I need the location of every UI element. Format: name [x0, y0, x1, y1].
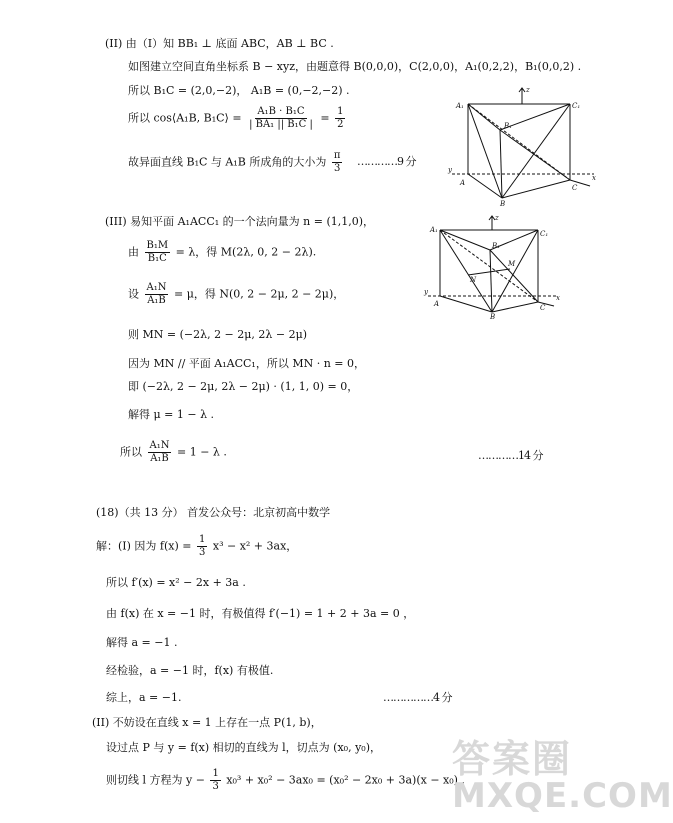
fig2-label-x: x — [556, 294, 560, 302]
fig1-label-z: z — [526, 86, 530, 94]
tangent-numerator: 1 — [212, 768, 219, 779]
figure-prism-2 — [424, 212, 564, 320]
so-text: 所以 — [120, 445, 142, 459]
angle-text: 故异面直线 B₁C 与 A₁B 所成角的大小为 — [128, 155, 327, 169]
lambda-fraction — [145, 240, 171, 265]
score-4: ……………4 分 — [383, 691, 452, 704]
part3-line3 — [128, 282, 344, 307]
part3-line2 — [128, 240, 316, 265]
part2-line5 — [128, 150, 344, 175]
tangent-fraction — [210, 768, 220, 793]
ratio-numerator: A₁N — [149, 440, 170, 451]
fig1-label-c1: C₁ — [572, 102, 581, 110]
mu-numerator: A₁N — [146, 282, 167, 293]
fig2-label-c1: C₁ — [540, 230, 549, 238]
third-denominator: 3 — [199, 547, 206, 558]
ratio-result: = 1 − λ . — [176, 445, 227, 459]
mu-fraction — [145, 282, 169, 307]
fx-def-text: 解：(I) 因为 f(x) = — [96, 539, 192, 553]
by-text: 由 — [128, 245, 139, 259]
q18-line4: 解得 a = −1 . — [106, 636, 178, 649]
q18-line3: 由 f(x) 在 x = −1 时，有极值得 f′(−1) = 1 + 2 + 3a = 0 ， — [106, 607, 415, 620]
part3-line8 — [120, 440, 227, 465]
part3-line7: 解得 μ = 1 − λ . — [128, 408, 215, 421]
fig2-label-z: z — [495, 214, 499, 222]
fig2-label-n: N — [470, 276, 477, 284]
figure-prism-1 — [444, 82, 604, 207]
fig2-label-b: B — [490, 313, 496, 321]
part3-line4: 则 MN = (−2λ, 2 − 2μ, 2λ − 2μ) — [128, 328, 308, 341]
part2-line4 — [128, 106, 347, 131]
fig2-label-y: y — [424, 288, 428, 296]
n-point-text: = μ，得 N(0, 2 − 2μ, 2 − 2μ)， — [173, 287, 345, 301]
third-numerator: 1 — [199, 534, 206, 545]
pi-denominator: 3 — [333, 163, 341, 174]
pi-fraction — [332, 150, 343, 175]
watermark-top: 答案圈 — [452, 737, 573, 781]
watermark-bottom: MXQE.COM — [452, 776, 673, 816]
half-numerator: 1 — [337, 106, 344, 117]
fig1-label-y: y — [448, 166, 452, 174]
third-fraction — [197, 534, 207, 559]
fig2-label-a1: A₁ — [430, 226, 438, 234]
fig1-label-b1: B₁ — [504, 122, 512, 130]
part3-line6: 即 (−2λ, 2 − 2μ, 2λ − 2μ) · (1, 1, 0) = 0， — [128, 380, 359, 393]
fig1-label-x: x — [592, 174, 596, 182]
q18-line5: 经检验，a = −1 时，f(x) 有极值. — [106, 664, 274, 677]
q18-line6: 综上，a = −1. — [106, 691, 182, 704]
fig2-label-c: C — [540, 304, 546, 312]
part2-line3: 所以 B₁C = (2,0,−2)， A₁B = (0,−2,−2) . — [128, 84, 350, 97]
fig1-label-a1: A₁ — [456, 102, 464, 110]
part3-line5: 因为 MN // 平面 A₁ACC₁，所以 MN · n = 0， — [128, 357, 365, 370]
q18-line2: 所以 f′(x) = x² − 2x + 3a . — [106, 576, 246, 589]
tangent-rest: x₀³ + x₀² − 3ax₀ = (x₀² − 2x₀ + 3a)(x − x₀) . — [226, 773, 465, 787]
fig2-label-a: A — [434, 300, 440, 308]
mu-denominator: A₁B — [147, 295, 166, 306]
lambda-numerator: B₁M — [146, 240, 169, 251]
fig1-label-a: A — [460, 179, 466, 187]
fig1-label-c: C — [572, 184, 578, 192]
half-denominator: 2 — [337, 119, 344, 130]
cos-label: 所以 cos⟨A₁B, B₁C⟩ = — [128, 111, 242, 125]
m-point-text: = λ，得 M(2λ, 0, 2 − 2λ). — [175, 245, 317, 259]
q18-line1 — [96, 534, 297, 559]
score-9: …………9 分 — [357, 155, 416, 168]
q18-line9 — [106, 768, 465, 793]
cos-numerator: A₁B · B₁C — [257, 106, 305, 117]
let-text: 设 — [128, 287, 139, 301]
lambda-denominator: B₁C — [147, 253, 167, 264]
pi-numerator: π — [333, 150, 341, 161]
part2-line1: (II) 由（Ⅰ）知 BB₁ ⊥ 底面 ABC，AB ⊥ BC . — [105, 37, 334, 50]
fig2-label-b1: B₁ — [492, 242, 500, 250]
fig2-label-m: M — [508, 260, 516, 268]
fx-def-rest: x³ − x² + 3ax， — [212, 539, 298, 553]
equals: = — [320, 111, 330, 125]
q18-line8: 设过点 P 与 y = f(x) 相切的直线为 l，切点为 (x₀, y₀)， — [106, 741, 381, 754]
cos-denominator: | BA₁ || B₁C | — [249, 119, 313, 130]
ratio-denominator: A₁B — [150, 453, 169, 464]
half-fraction — [335, 106, 345, 131]
q18-line7: (II) 不妨设在直线 x = 1 上存在一点 P(1, b)， — [92, 716, 322, 729]
cos-fraction — [247, 106, 315, 131]
part2-line2: 如图建立空间直角坐标系 B − xyz，由题意得 B(0,0,0)，C(2,0,0)，A₁(0,2,2)，B₁(0,0,2) . — [128, 60, 582, 73]
part3-line1: (III) 易知平面 A₁ACC₁ 的一个法向量为 n = (1,1,0)， — [105, 215, 375, 228]
q18-header: (18)（共 13 分） 首发公众号：北京初高中数学 — [96, 506, 331, 519]
tangent-denominator: 3 — [212, 781, 219, 792]
ratio-fraction — [148, 440, 172, 465]
score-14: …………14 分 — [478, 449, 543, 462]
tangent-text: 则切线 l 方程为 y − — [106, 773, 205, 787]
fig1-label-b: B — [500, 200, 506, 208]
